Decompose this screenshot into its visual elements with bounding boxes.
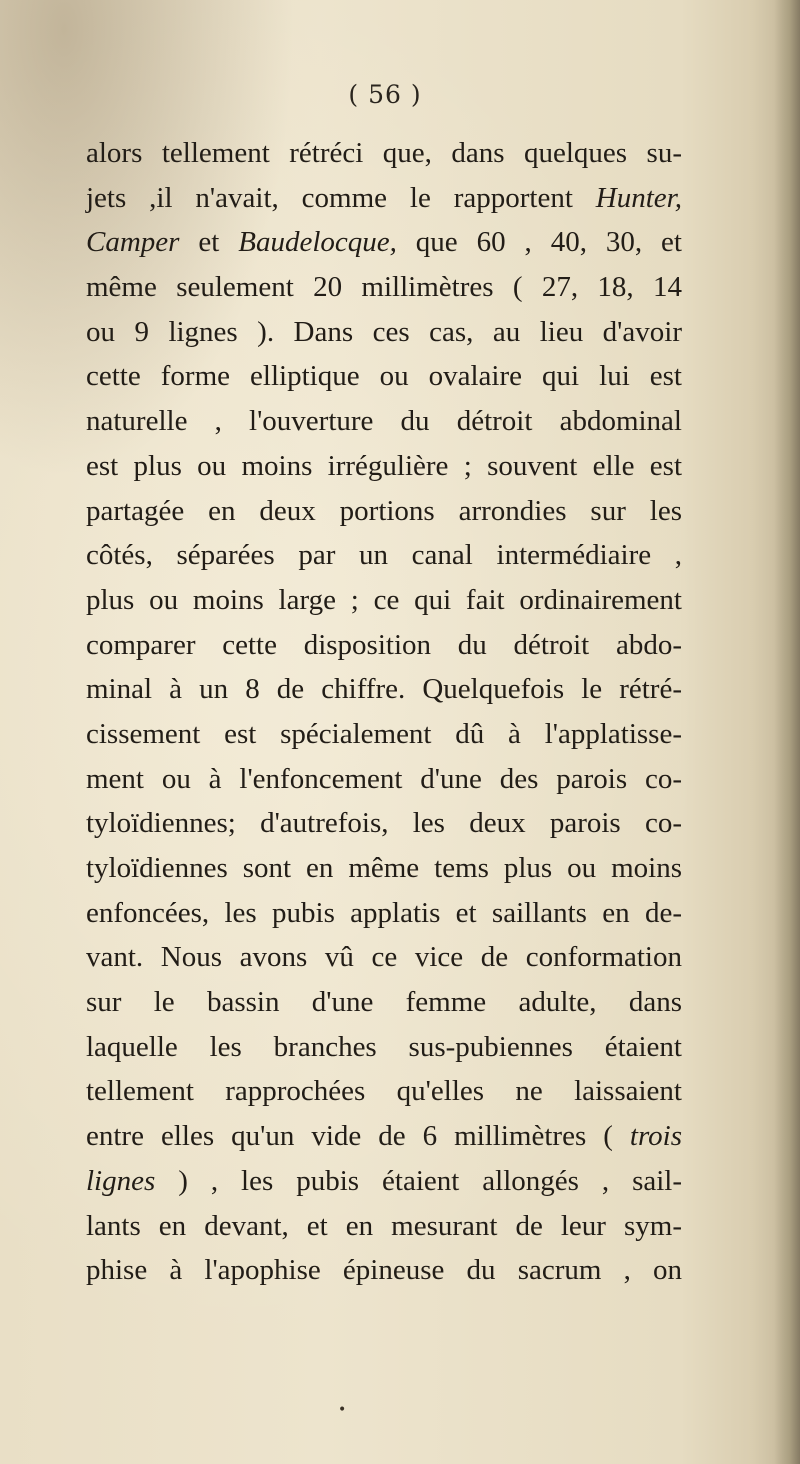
- text-run: sur le bassin d'une femme adulte, dans: [86, 986, 682, 1019]
- text-run: partagée en deux portions arrondies sur les: [86, 494, 682, 527]
- text-line: [86, 846, 682, 891]
- text-line: [86, 1204, 682, 1249]
- text-line: [86, 980, 682, 1025]
- text-line: [86, 220, 682, 265]
- text-line: [86, 757, 682, 802]
- italic-text: trois: [629, 1120, 682, 1153]
- text-line: [86, 1025, 682, 1070]
- text-line: [86, 489, 682, 534]
- body-text: [86, 131, 682, 1293]
- text-line: [86, 1069, 682, 1114]
- text-line: [86, 667, 682, 712]
- text-run: phise à l'apophise épineuse du sacrum , on: [86, 1254, 682, 1287]
- text-run: tyloïdiennes; d'autrefois, les deux parois co-: [86, 807, 682, 840]
- ink-mark: •: [338, 1402, 347, 1418]
- text-line: [86, 399, 682, 444]
- text-run: minal à un 8 de chiffre. Quelquefois le rétré-: [86, 673, 682, 706]
- text-run: ou 9 lignes ). Dans ces cas, au lieu d'avoir: [86, 315, 682, 348]
- text-line: [86, 623, 682, 668]
- text-line: [86, 1114, 682, 1159]
- text-line: [86, 801, 682, 846]
- italic-text: Baudelocque,: [238, 226, 397, 259]
- text-line: [86, 310, 682, 355]
- text-run: ment ou à l'enfoncement d'une des parois co-: [86, 762, 682, 795]
- italic-text: lignes: [86, 1164, 156, 1197]
- text-run: que 60 , 40, 30, et: [396, 226, 682, 259]
- text-run: entre elles qu'un vide de 6 millimètres (: [86, 1120, 630, 1153]
- text-run: plus ou moins large ; ce qui fait ordinairement: [86, 583, 682, 616]
- text-run: alors tellement rétréci que, dans quelques su-: [86, 137, 682, 169]
- text-run: naturelle , l'ouverture du détroit abdominal: [86, 405, 682, 438]
- text-run: même seulement 20 millimètres ( 27, 18, 14: [86, 271, 682, 304]
- text-run: ) , les pubis étaient allongés , sail-: [155, 1164, 682, 1197]
- text-run: et: [179, 226, 239, 259]
- page-number: ( 56 ): [348, 80, 422, 109]
- text-run: cissement est spécialement dû à l'applatisse-: [86, 717, 682, 750]
- text-run: enfoncées, les pubis applatis et saillants en de-: [86, 896, 682, 929]
- italic-text: Camper: [86, 226, 180, 259]
- text-line: [86, 935, 682, 980]
- text-run: lants en devant, et en mesurant de leur sym-: [86, 1209, 682, 1242]
- text-run: comparer cette disposition du détroit abdo-: [86, 628, 682, 661]
- text-line: [86, 712, 682, 757]
- text-run: jets ,il n'avait, comme le rapportent: [86, 181, 596, 214]
- text-run: côtés, séparées par un canal intermédiaire ,: [86, 539, 682, 572]
- italic-text: Hunter,: [595, 181, 682, 214]
- text-line: [86, 131, 682, 176]
- text-run: vant. Nous avons vû ce vice de conformation: [86, 941, 682, 974]
- text-line: [86, 578, 682, 623]
- text-line: [86, 533, 682, 578]
- text-run: est plus ou moins irrégulière ; souvent elle est: [86, 449, 682, 482]
- text-line: [86, 1159, 682, 1204]
- text-line: [86, 354, 682, 399]
- text-line: [86, 176, 682, 221]
- text-run: tyloïdiennes sont en même tems plus ou moins: [86, 852, 682, 884]
- text-line: [86, 1248, 682, 1293]
- text-line: [86, 891, 682, 936]
- text-line: [86, 444, 682, 489]
- text-line: [86, 265, 682, 310]
- text-run: cette forme elliptique ou ovalaire qui lui est: [86, 360, 682, 393]
- text-run: laquelle les branches sus-pubiennes étaient: [86, 1030, 682, 1063]
- text-run: tellement rapprochées qu'elles ne laissaient: [86, 1075, 682, 1108]
